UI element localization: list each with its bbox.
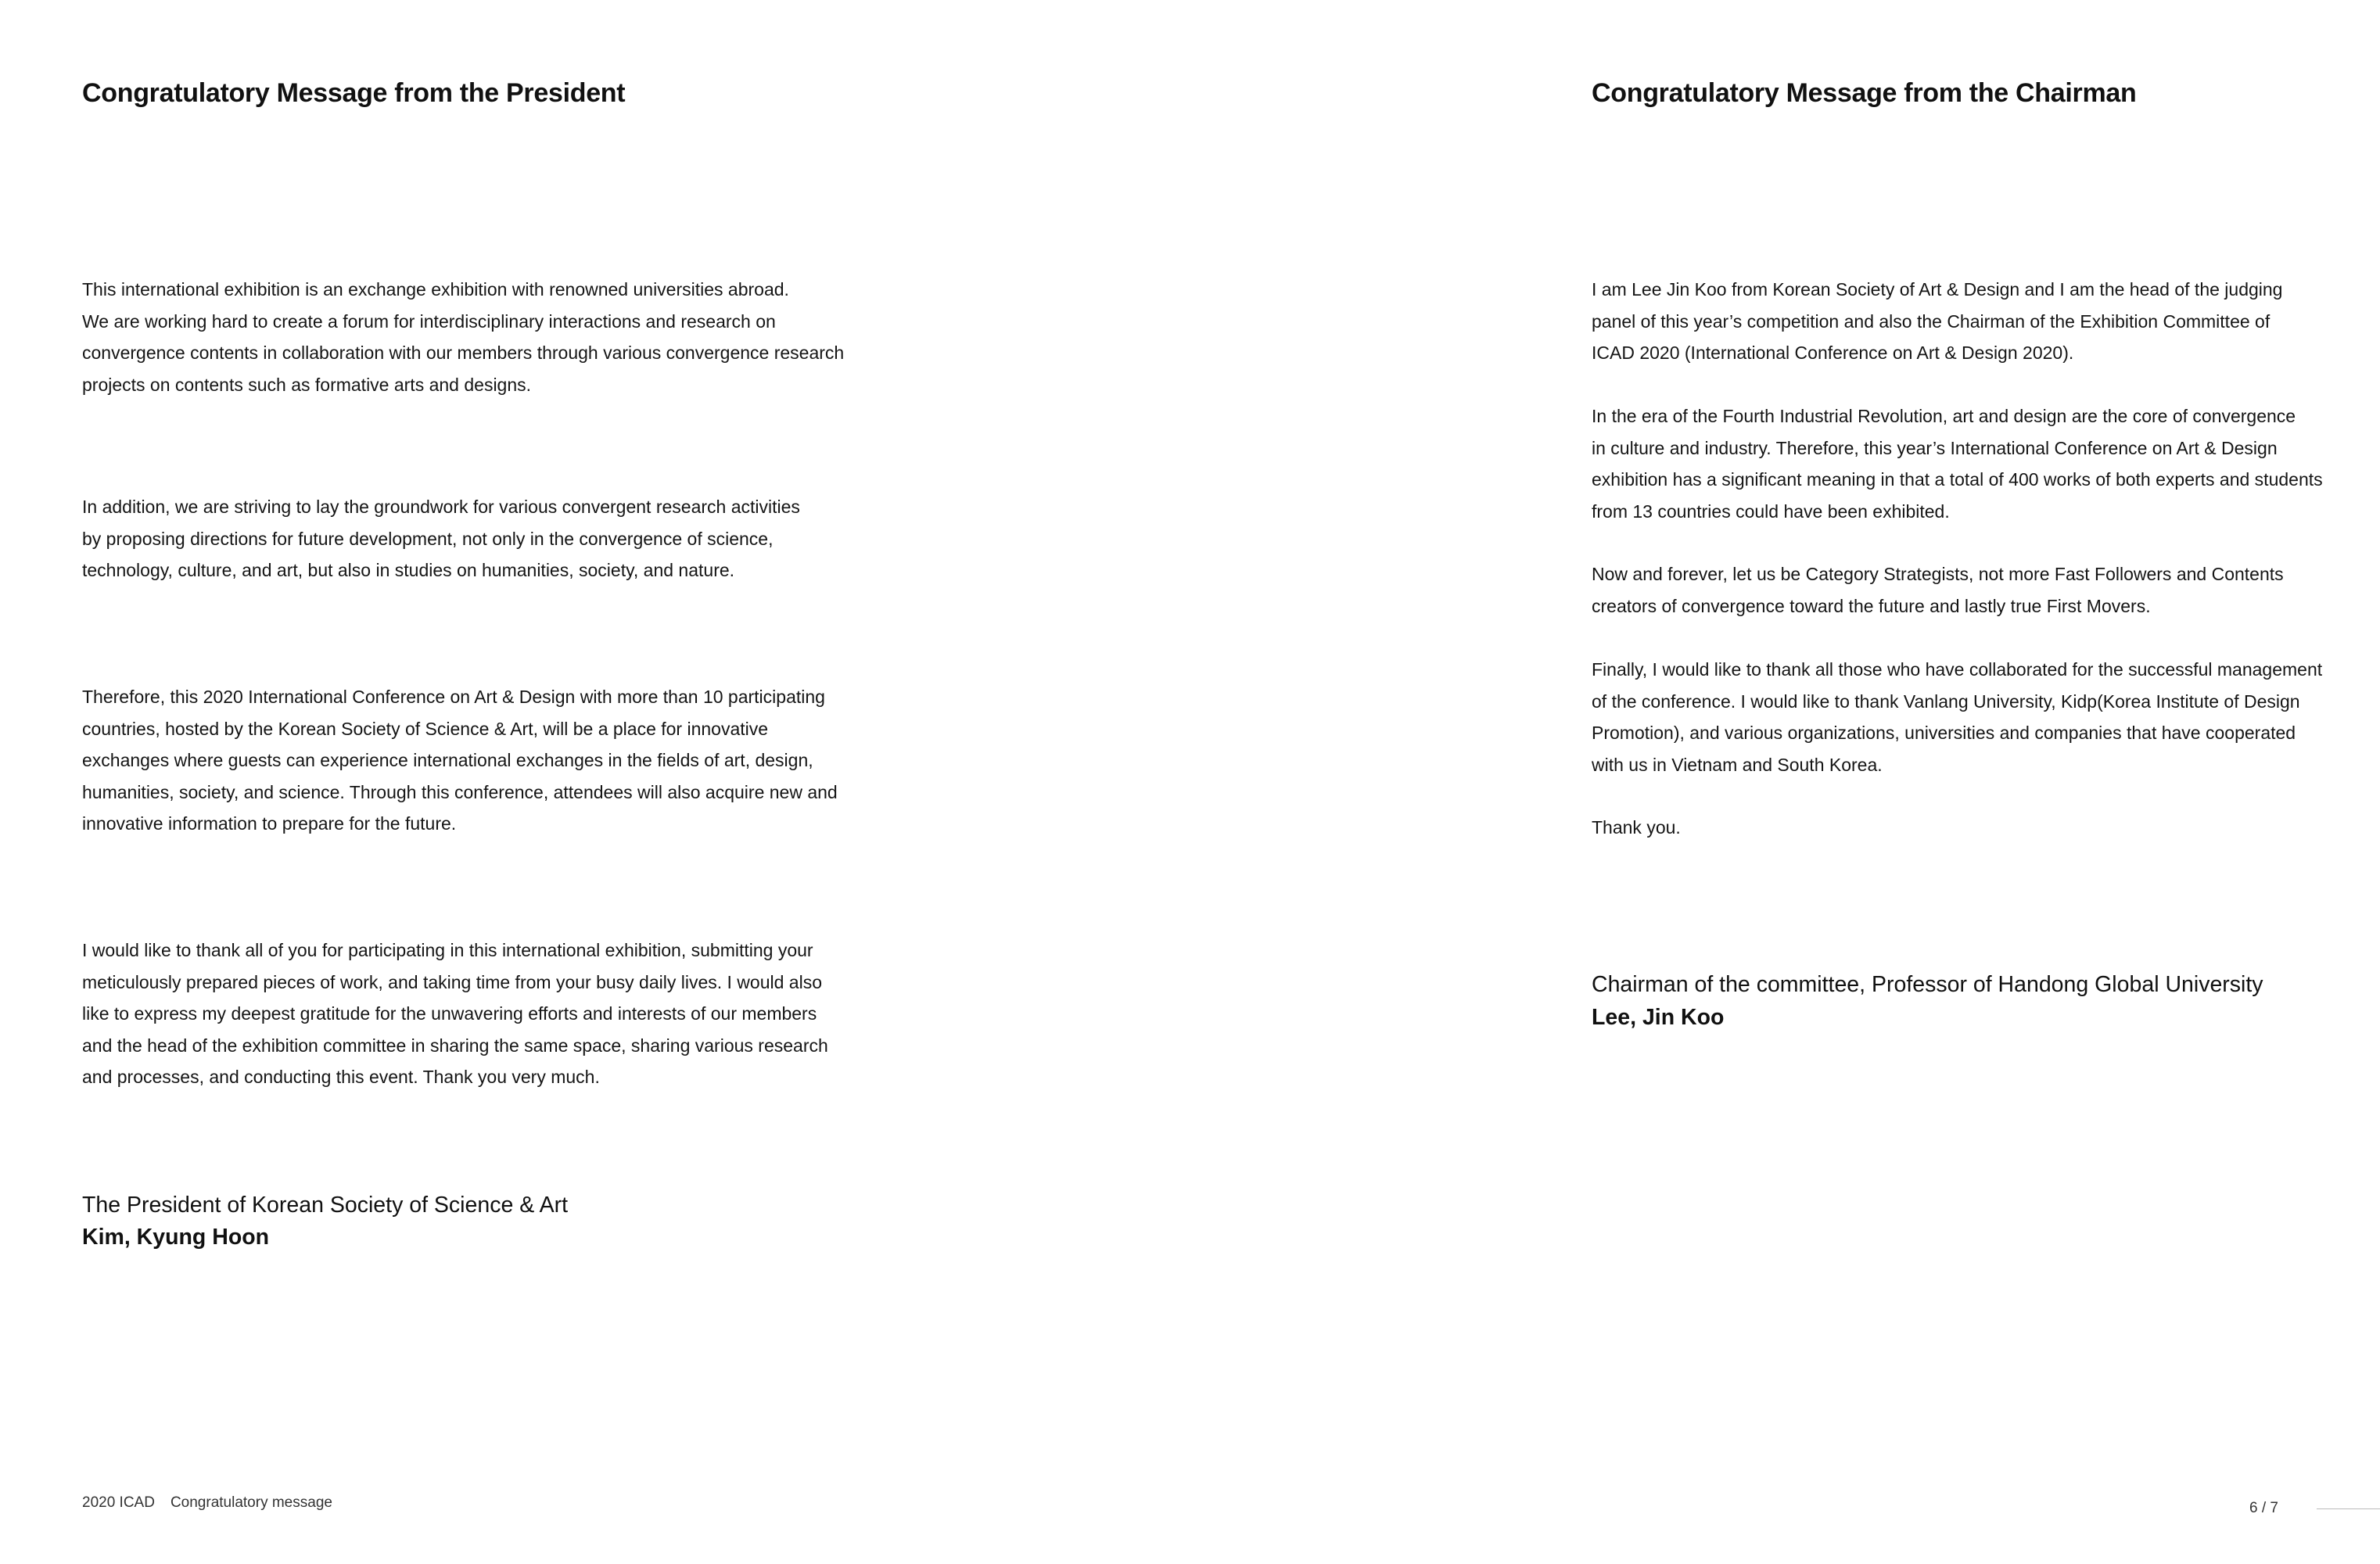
text-line: and processes, and conducting this event. Thank you very much. [82,1067,600,1088]
chairman-paragraph-5 [1592,812,1681,844]
chairman-signature-name: Lee, Jin Koo [1592,1005,1725,1030]
text-line: technology, culture, and art, but also in studies on humanities, society, and nature. [82,560,735,581]
text-line: ICAD 2020 (International Conference on Art & Design 2020). [1592,343,2074,364]
president-message-title: Congratulatory Message from the President [82,78,626,108]
president-paragraph-3 [82,681,838,840]
text-line: of the conference. I would like to thank Vanlang University, Kidp(Korea Institute of Design [1592,691,2300,712]
text-line: I would like to thank all of you for participating in this international exhibition, submitting your [82,940,813,960]
text-line: This international exhibition is an exchange exhibition with renowned universities abroad. [82,279,789,300]
text-line: with us in Vietnam and South Korea. [1592,754,1883,775]
chairman-message-title: Congratulatory Message from the Chairman [1592,78,2137,108]
text-line: Now and forever, let us be Category Strategists, not more Fast Followers and Contents [1592,564,2284,584]
president-paragraph-2 [82,491,800,586]
chairman-paragraph-2 [1592,400,2323,527]
text-line: creators of convergence toward the future and lastly true First Movers. [1592,595,2151,616]
text-line: panel of this year’s competition and also the Chairman of the Exhibition Committee of [1592,310,2271,332]
page-separator: / [2261,1500,2267,1516]
president-signature-name: Kim, Kyung Hoon [82,1225,270,1250]
text-line: humanities, society, and science. Through this conference, attendees will also acquire new and [82,781,838,802]
text-line: exchanges where guests can experience international exchanges in the fields of art, design, [82,750,813,771]
text-line: Therefore, this 2020 International Conference on Art & Design with more than 10 participating [82,687,825,707]
text-line: meticulously prepared pieces of work, and taking time from your busy daily lives. I would also [82,971,822,992]
president-paragraph-4 [82,934,828,1093]
page-current: 6 [2249,1500,2258,1516]
text-line: Finally, I would like to thank all those who have collaborated for the successful management [1592,659,2323,680]
president-signature-role: The President of Korean Society of Science & Art [82,1193,569,1218]
text-line: and the head of the exhibition committee in sharing the same space, sharing various research [82,1035,828,1056]
chairman-signature-role: Chairman of the committee, Professor of Handong Global University [1592,972,2263,997]
text-line: I am Lee Jin Koo from Korean Society of Art & Design and I am the head of the judging [1592,279,2283,300]
page-total: 7 [2270,1500,2278,1516]
text-line: Promotion), and various organizations, universities and companies that have cooperated [1592,723,2296,744]
text-line: projects on contents such as formative arts and designs. [82,374,532,395]
chairman-paragraph-3 [1592,558,2284,622]
page-number-rule [2317,1508,2380,1509]
text-line: from 13 countries could have been exhibited. [1592,500,1950,522]
footer-publication: 2020 ICAD [82,1494,155,1511]
text-line: innovative information to prepare for the future. [82,813,457,834]
text-line: by proposing directions for future development, not only in the convergence of science, [82,528,774,549]
text-line: in culture and industry. Therefore, this year’s International Conference on Art & Design [1592,437,2278,458]
text-line: countries, hosted by the Korean Society of Science & Art, will be a place for innovative [82,718,769,739]
text-line: Thank you. [1592,817,1681,838]
chairman-paragraph-4 [1592,654,2322,780]
text-line: In the era of the Fourth Industrial Revolution, art and design are the core of convergence [1592,406,2296,426]
text-line: exhibition has a significant meaning in that a total of 400 works of both experts and students [1592,469,2323,490]
text-line: like to express my deepest gratitude for the unwavering efforts and interests of our members [82,1003,817,1024]
president-paragraph-1 [82,274,844,400]
chairman-paragraph-1 [1592,274,2282,369]
text-line: convergence contents in collaboration with our members through various convergence research [82,343,845,364]
text-line: In addition, we are striving to lay the groundwork for various convergent research activities [82,497,800,517]
footer-section: Congratulatory message [170,1494,332,1511]
page-number [2249,1498,2278,1519]
page-footer [82,1492,332,1514]
text-line: We are working hard to create a forum for interdisciplinary interactions and research on [82,310,776,332]
